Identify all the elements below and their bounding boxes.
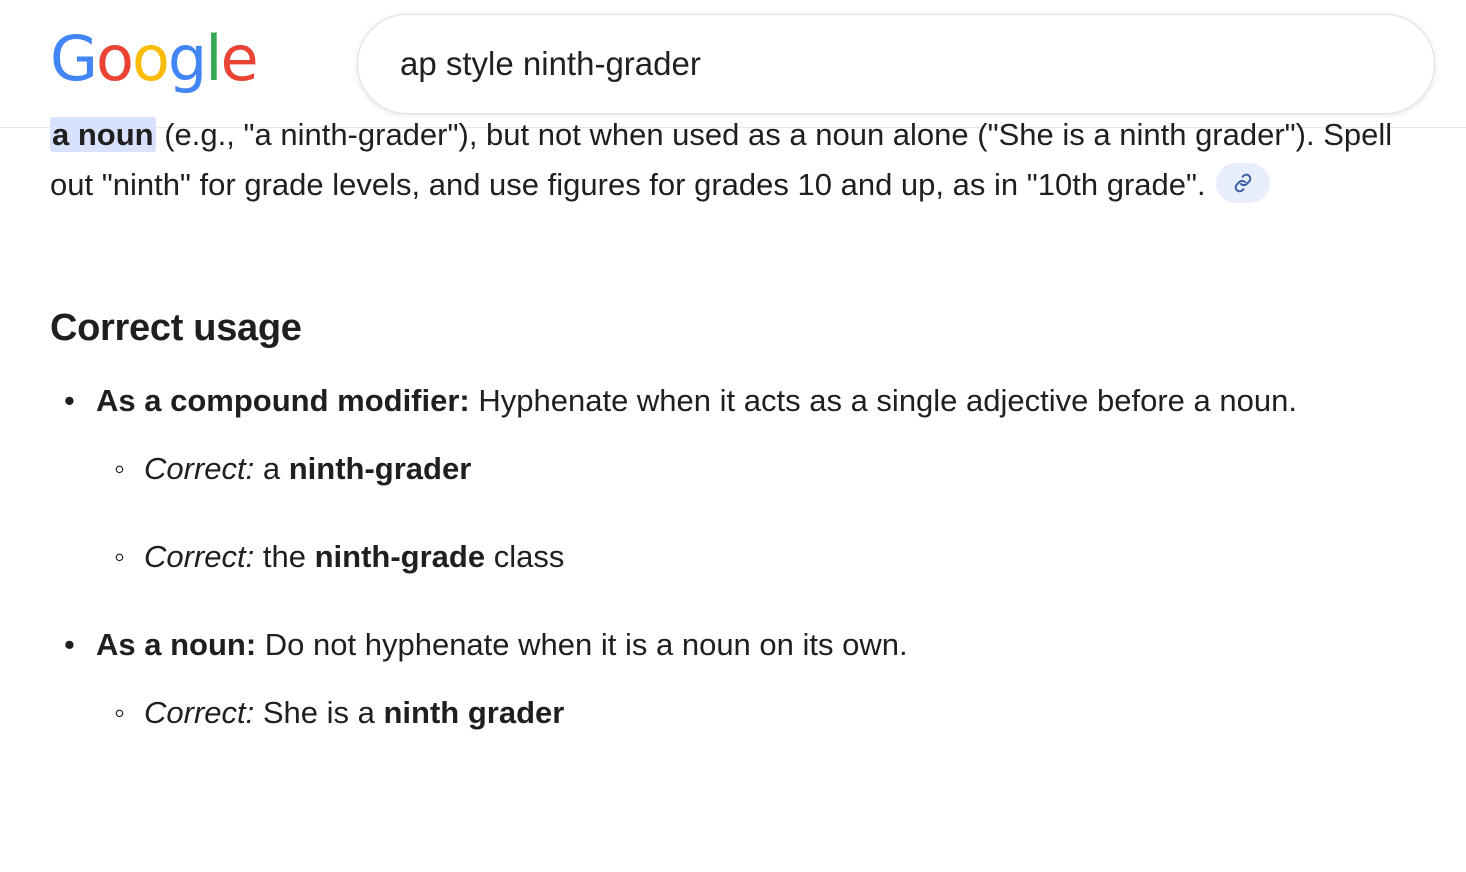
logo-letter-o2: o	[131, 22, 168, 95]
list-item	[144, 444, 1416, 494]
section-title: Correct usage	[50, 307, 302, 349]
search-box[interactable]	[357, 14, 1435, 114]
bullet-2-body: Do not hyphenate when it is a noun on its own.	[256, 627, 908, 662]
link-icon[interactable]	[1216, 163, 1270, 203]
google-logo[interactable]	[50, 22, 257, 95]
sub-1-2-label: Correct:	[144, 539, 255, 574]
bullet-2-sublist	[96, 688, 1416, 738]
search-header	[0, 0, 1466, 128]
bullet-2-lead: As a noun:	[96, 627, 257, 662]
list-item	[144, 688, 1416, 738]
list-item	[144, 532, 1416, 582]
sub-1-1-pre: a	[254, 451, 289, 486]
logo-letter-o1: o	[96, 22, 132, 95]
bullet-1-body: Hyphenate when it acts as a single adjective before a noun.	[469, 383, 1297, 418]
sub-1-2-bold: ninth-grade	[314, 539, 486, 574]
clipped-paragraph	[50, 110, 1416, 248]
sub-1-2-pre: the	[254, 539, 315, 574]
sub-2-1-bold: ninth grader	[383, 695, 565, 730]
bullet-1-text	[96, 376, 1416, 426]
list-item	[96, 620, 1416, 738]
bullet-1-lead: As a compound modifier:	[96, 383, 470, 418]
clipped-paragraph-line2: grader"). Spell out "ninth" for grade levels, and use figures for grades 10 and up, as in	[50, 117, 1393, 202]
sub-1-1-bold: ninth-grader	[288, 451, 472, 486]
sub-1-1-label: Correct:	[144, 451, 255, 486]
bullet-2-text	[96, 620, 1416, 670]
logo-letter-g1: G	[50, 22, 97, 95]
logo-letter-g2: g	[167, 22, 206, 95]
logo-letter-e: e	[220, 22, 257, 95]
highlighted-phrase: a noun	[52, 117, 154, 152]
correct-usage-list	[50, 376, 1416, 738]
clipped-paragraph-line3: "10th grade".	[1026, 167, 1206, 202]
sub-1-2-post: class	[485, 539, 565, 574]
clipped-paragraph-line1: (e.g., "a ninth-grader"), but not when used as a noun alone ("She is a ninth	[155, 117, 1187, 152]
list-item	[96, 376, 1416, 582]
logo-letter-l: l	[205, 22, 221, 95]
bullet-1-sublist	[96, 444, 1416, 582]
answer-content	[0, 117, 1466, 738]
sub-2-1-pre: She is a	[254, 695, 384, 730]
sub-2-1-label: Correct:	[144, 695, 255, 730]
search-input[interactable]	[398, 44, 1382, 84]
